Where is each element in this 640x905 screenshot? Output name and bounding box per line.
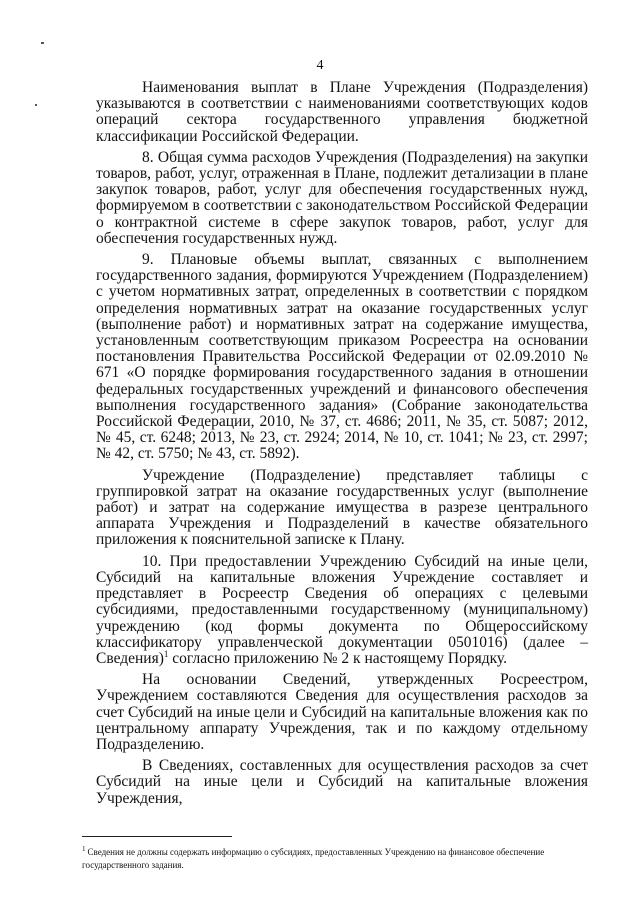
paragraph: Наименования выплат в Плане Учреждения (Подразделения) указываются в соответствии с наименованиями соответствующих кодов операций сектора государственного управления бюджетной классификации Российской Федерации.: [96, 79, 588, 145]
paragraph-10-text: 10. При предоставлении Учреждению Субсидий на иные цели, Субсидий на капитальные вложения Учреждение составляет и представляет в Росреестр Сведения об операциях с целевыми субсидиями, предоставленными государственному (муниципальному) учреждению (код формы документа по Общероссийскому классификатору управленческой документации 0501016) (далее – Сведения): [96, 552, 588, 667]
paragraph: На основании Сведений, утвержденных Росреестром, Учреждением составляются Сведения для осуществления расходов за счет Субсидий на иные цели и Субсидий на капитальные вложения как по центральному аппарату Учреждения, так и по каждому отдельному Подразделению.: [96, 671, 588, 753]
paragraph: Учреждение (Подразделение) представляет таблицы с группировкой затрат на оказание государственных услуг (выполнение работ) и затрат на содержание имущества в разрезе центрального аппарата Учреждения и Подразделений в качестве обязательного приложения к пояснительной записке к Плану.: [96, 466, 588, 549]
footnote-divider: [82, 836, 232, 837]
scan-speck: [35, 104, 37, 106]
paragraph: 9. Плановые объемы выплат, связанных с выполнением государственного задания, формируются Учреждением (Подразделением) с учетом нормативных затрат, определенных в соответствии с порядком определения нормативных затрат на оказание государственных услуг (выполнение работ) и нормативных затрат на содержание имущества, установленным соответствующим приказом Росреестра на основании постановления Правительства Российской Федерации от 02.09.2010 № 671 «О порядке формирования государственного задания в отношении федеральных государственных учреждений и финансового обеспечения выполнения государственного задания» (Собрание законодательства Российской Федерации, 2010, № 37, ст. 4686; 2011, № 35, ст. 5087; 2012, № 45, ст. 6248; 2013, № 23, ст. 2924; 2014, № 10, ст. 1041; № 23, ст. 2997; № 42, ст. 5750; № 43, ст. 5892).: [96, 251, 588, 463]
paragraph: 8. Общая сумма расходов Учреждения (Подразделения) на закупки товаров, работ, услуг, отраженная в Плане, подлежит детализации в плане закупок товаров, работ, услуг для обеспечения государственных нужд, формируемом в соответствии с законодательством Российской Федерации о контрактной системе в сфере закупок товаров, работ, услуг для обеспечения государственных нужд.: [96, 148, 588, 247]
page-number: 4: [316, 58, 324, 73]
footnote-reference[interactable]: 1: [163, 648, 169, 659]
paragraph: В Сведениях, составленных для осуществления расходов за счет Субсидий на иные цели и Субсидий на капитальные вложения Учреждения,: [96, 757, 588, 807]
footnote-text: Сведения не должны содержать информацию о субсидиях, предоставленных Учреждению на финансовое обеспечение государственного задания.: [82, 847, 545, 870]
paragraph-10: [96, 554, 588, 667]
scan-speck: [41, 42, 44, 44]
footnote: [82, 846, 602, 872]
footnote-mark: 1: [82, 845, 86, 853]
document-body: [96, 80, 588, 812]
paragraph-10-tail: согласно приложению № 2 к настоящему Порядку.: [168, 649, 507, 667]
